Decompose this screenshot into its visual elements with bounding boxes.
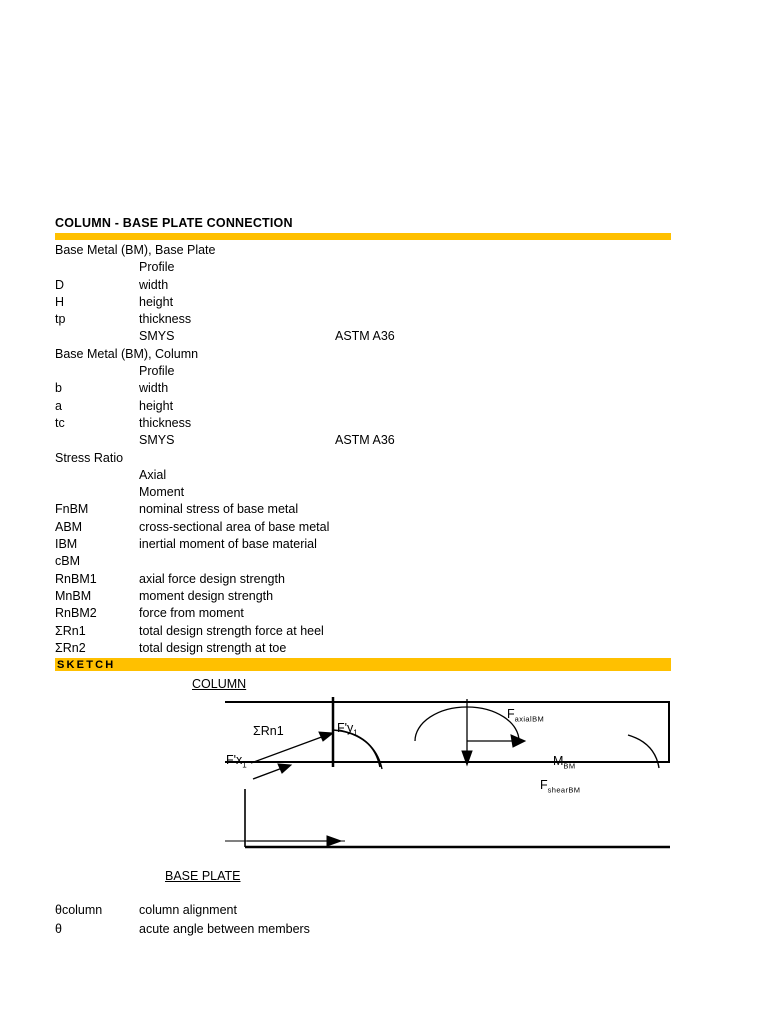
row-description: thickness: [139, 312, 192, 327]
table-row: [55, 432, 671, 449]
row-symbol: a: [55, 398, 62, 413]
table-row: [55, 605, 671, 622]
table-row: [55, 294, 671, 311]
row-description: height: [139, 294, 174, 309]
section-heading-label: Stress Ratio: [55, 450, 124, 465]
table-row: [55, 467, 671, 484]
row-description: Moment: [139, 485, 185, 500]
row-description: force from moment: [139, 606, 244, 621]
page-title: COLUMN - BASE PLATE CONNECTION: [55, 216, 293, 230]
row-description: Profile: [139, 364, 175, 379]
row-symbol: b: [55, 381, 62, 396]
section-heading: [55, 242, 671, 259]
section-heading-label: Base Metal (BM), Column: [55, 346, 199, 361]
row-description: Profile: [139, 260, 175, 275]
row-symbol: RnBM1: [55, 571, 97, 586]
row-description: column alignment: [139, 903, 237, 918]
table-row: [55, 536, 671, 553]
row-description: cross-sectional area of base metal: [139, 519, 330, 534]
row-value: ASTM A36: [335, 433, 395, 448]
annotation-f-axial-bm: $F_{axialBM}$: [507, 707, 545, 724]
table-row: [55, 484, 671, 501]
table-row: [55, 588, 671, 605]
row-description: total design strength force at heel: [139, 623, 324, 638]
row-symbol: tc: [55, 415, 65, 430]
row-symbol: MnBM: [55, 588, 92, 603]
table-row: [55, 920, 671, 939]
row-description: thickness: [139, 415, 192, 430]
row-description: acute angle between members: [139, 921, 310, 936]
sketch-base-plate-label: BASE PLATE: [165, 869, 241, 884]
table-row: [55, 363, 671, 380]
row-description: SMYS: [139, 433, 175, 448]
row-symbol: H: [55, 294, 65, 309]
table-row: [55, 328, 671, 345]
row-description: height: [139, 398, 174, 413]
row-description: width: [139, 277, 169, 292]
row-value: ASTM A36: [335, 329, 395, 344]
annotation-m-bm: $M_{BM}$: [553, 754, 576, 771]
row-description: moment design strength: [139, 588, 274, 603]
annotation-f-shear-bm: $F_{shearBM}$: [540, 778, 581, 795]
sketch-figure: [55, 675, 671, 887]
row-symbol: cBM: [55, 554, 80, 569]
row-description: width: [139, 381, 169, 396]
sketch-banner-label: SKETCH: [57, 658, 116, 671]
table-row: [55, 415, 671, 432]
table-row: [55, 640, 671, 657]
table-row: [55, 571, 671, 588]
row-symbol: ΣRn1: [55, 623, 86, 638]
annotation-f-prime-y1: $F'y_1$: [337, 721, 358, 738]
row-description: axial force design strength: [139, 571, 285, 586]
row-symbol: RnBM2: [55, 606, 97, 621]
table-row: [55, 553, 671, 570]
table-row: [55, 501, 671, 518]
table-row: [55, 380, 671, 397]
row-description: SMYS: [139, 329, 175, 344]
document-body: [55, 216, 671, 938]
title-divider: [55, 233, 671, 240]
table-row: [55, 311, 671, 328]
row-symbol: ABM: [55, 519, 83, 534]
section-heading: [55, 346, 671, 363]
row-symbol: IBM: [55, 537, 78, 552]
annotation-sum-rn1: ΣRn1: [253, 724, 284, 739]
table-row: [55, 519, 671, 536]
table-row: [55, 259, 671, 276]
sketch-section-banner: [55, 658, 671, 671]
table-row: [55, 623, 671, 640]
section-heading: [55, 450, 671, 467]
row-symbol: tp: [55, 312, 66, 327]
row-symbol: θ: [55, 921, 62, 936]
footer-definitions: [55, 901, 671, 938]
row-symbol: D: [55, 277, 65, 292]
table-row: [55, 277, 671, 294]
row-symbol: FnBM: [55, 502, 89, 517]
table-row: [55, 901, 671, 920]
section-heading-label: Base Metal (BM), Base Plate: [55, 243, 216, 257]
row-description: total design strength at toe: [139, 640, 287, 655]
row-description: Axial: [139, 467, 167, 482]
annotation-f-prime-x1: $F'x_1$: [226, 753, 247, 770]
sketch-column-label: COLUMN: [192, 677, 247, 692]
row-symbol: ΣRn2: [55, 640, 86, 655]
row-description: inertial moment of base material: [139, 537, 317, 552]
row-symbol: θcolumn: [55, 903, 103, 918]
row-description: nominal stress of base metal: [139, 502, 299, 517]
table-row: [55, 398, 671, 415]
